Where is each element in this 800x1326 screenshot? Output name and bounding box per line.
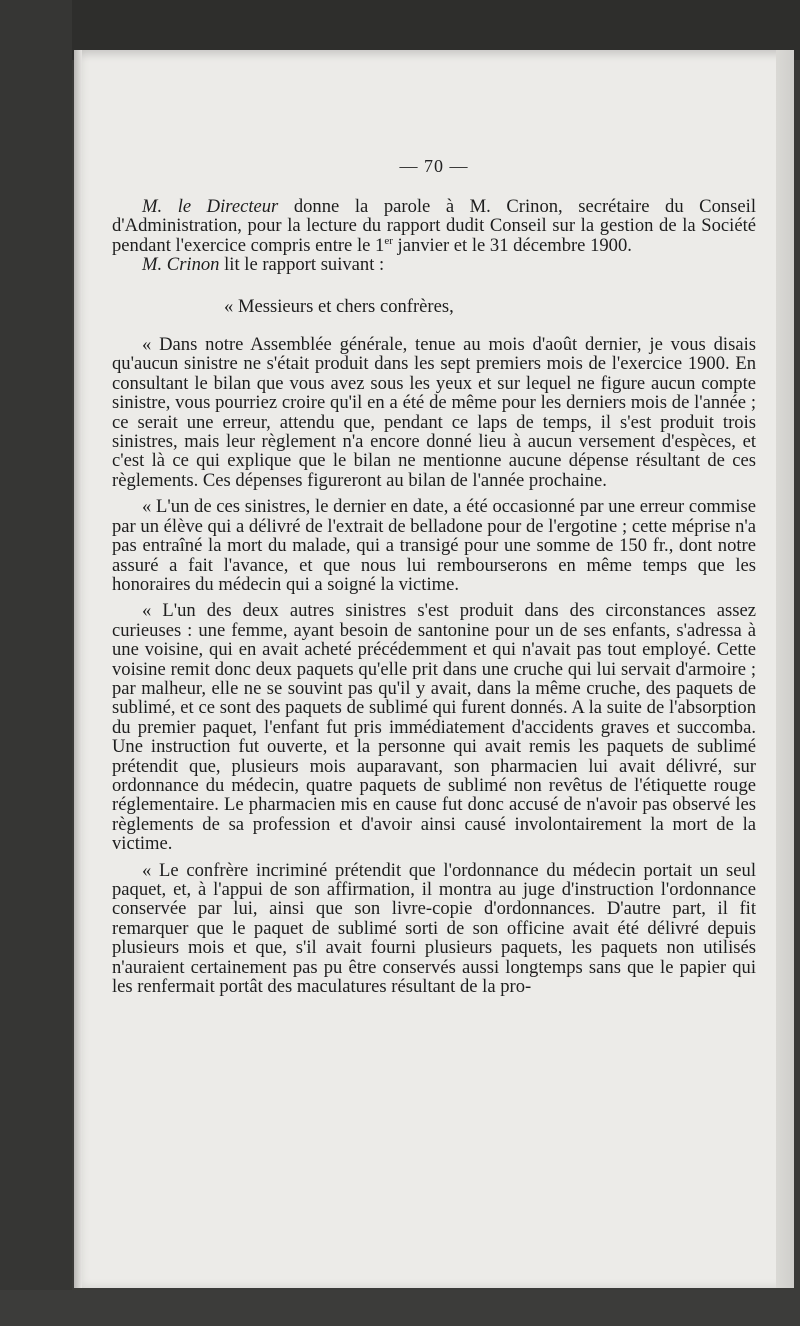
intro-paragraph-1-text-b: janvier et le 31 décembre 1900. [392, 234, 632, 256]
ordinal-superscript: er [384, 234, 393, 247]
speaker-director: M. le Directeur [142, 196, 279, 217]
report-salutation: « Messieurs et chers confrères, [224, 295, 454, 317]
page-text-block [112, 197, 756, 996]
intro-paragraph-2 [112, 255, 756, 274]
speaker-crinon: M. Crinon [142, 254, 220, 276]
report-paragraph-1: « Dans notre Assemblée générale, tenue au mois d'août dernier, je vous disais qu'aucun sinistre ne s'était produit dans les sept premiers mois de l'exercice 1900. En consultant le bilan que vous avez sous les yeux et sur lequel ne figure aucun compte sinistre, vous pourriez croire qu'il en a été de même pour les derniers mois de l'année ; ce serait une erreur, attendu que, pendant ce laps de temps, il s'est produit trois sinistres, mais leur règlement n'a encore donné lieu à aucun versement d'espèces, et c'est là ce qui explique que le bilan ne mentionne aucune dépense résultant de ces règlements. Ces dépenses figureront au bilan de l'année prochaine. [112, 334, 756, 491]
page-fore-edge [776, 50, 794, 1288]
report-paragraph-3: « L'un des deux autres sinistres s'est produit dans des circonstances assez curieuses : une femme, ayant besoin de santonine pour un de ses enfants, s'adressa à une voisine, qui en avait acheté précédemment et qui n'avait pas tout employé. Cette voisine remit donc deux paquets qu'elle prit dans une cruche qui lui servait d'armoire ; par malheur, elle ne se souvint pas qu'il y avait, dans la même cruche, des paquets de sublimé, et ce sont des paquets de sublimé qui furent donnés. A la suite de l'absorption du premier paquet, l'enfant fut pris immédiatement d'accidents graves et succomba. Une instruction fut ouverte, et la personne qui avait remis les paquets de sublimé prétendit que, plusieurs mois auparavant, son pharmacien lui avait délivré, sur ordonnance du médecin, quatre paquets de sublimé non revêtus de l'étiquette rouge réglementaire. Le pharmacien mis en cause fut donc accusé de n'avoir pas observé les règlements de sa profession et d'avoir ainsi causé involontairement la mort de la victime. [112, 600, 756, 855]
page-gutter-shadow [74, 50, 82, 1288]
scanner-backdrop-left [0, 0, 72, 1326]
page-number: — 70 — [399, 156, 469, 176]
intro-paragraph-2-text: lit le rapport suivant : [219, 254, 385, 276]
intro-paragraph-1-text-a: donne la parole à M. Crinon, secrétaire du Conseil d'Administration, pour la lecture du rapport dudit Conseil sur la gestion de la Société pendant l'exercice compris entre le 1 [112, 196, 756, 256]
report-paragraph-4: « Le confrère incriminé prétendit que l'ordonnance du médecin portait un seul paquet, et, à l'appui de son affirmation, il montra au juge d'instruction l'ordonnance conservée par lui, ainsi que son livre-copie d'ordonnances. D'autre part, il fit remarquer que le paquet de sublimé sorti de son officine avait été délivré depuis plusieurs mois et que, s'il avait fourni plusieurs paquets, les paquets non utilisés n'auraient certainement pas pu être conservés aussi longtemps sans que le papier qui les renfermait portât des maculatures résultant de la pro- [112, 859, 756, 998]
report-paragraph-2: « L'un de ces sinistres, le dernier en date, a été occasionné par une erreur commise par un élève qui a délivré de l'extrait de belladone pour de l'ergotine ; cette méprise n'a pas entraîné la mort du malade, qui a transigé pour une somme de 150 fr., dont notre assuré a fait l'avance, et que nous lui rembourserons en même temps que les honoraires du médecin qui a soigné la victime. [112, 496, 756, 595]
scanner-backdrop-bottom [0, 1290, 800, 1326]
intro-paragraph-1 [112, 197, 756, 255]
